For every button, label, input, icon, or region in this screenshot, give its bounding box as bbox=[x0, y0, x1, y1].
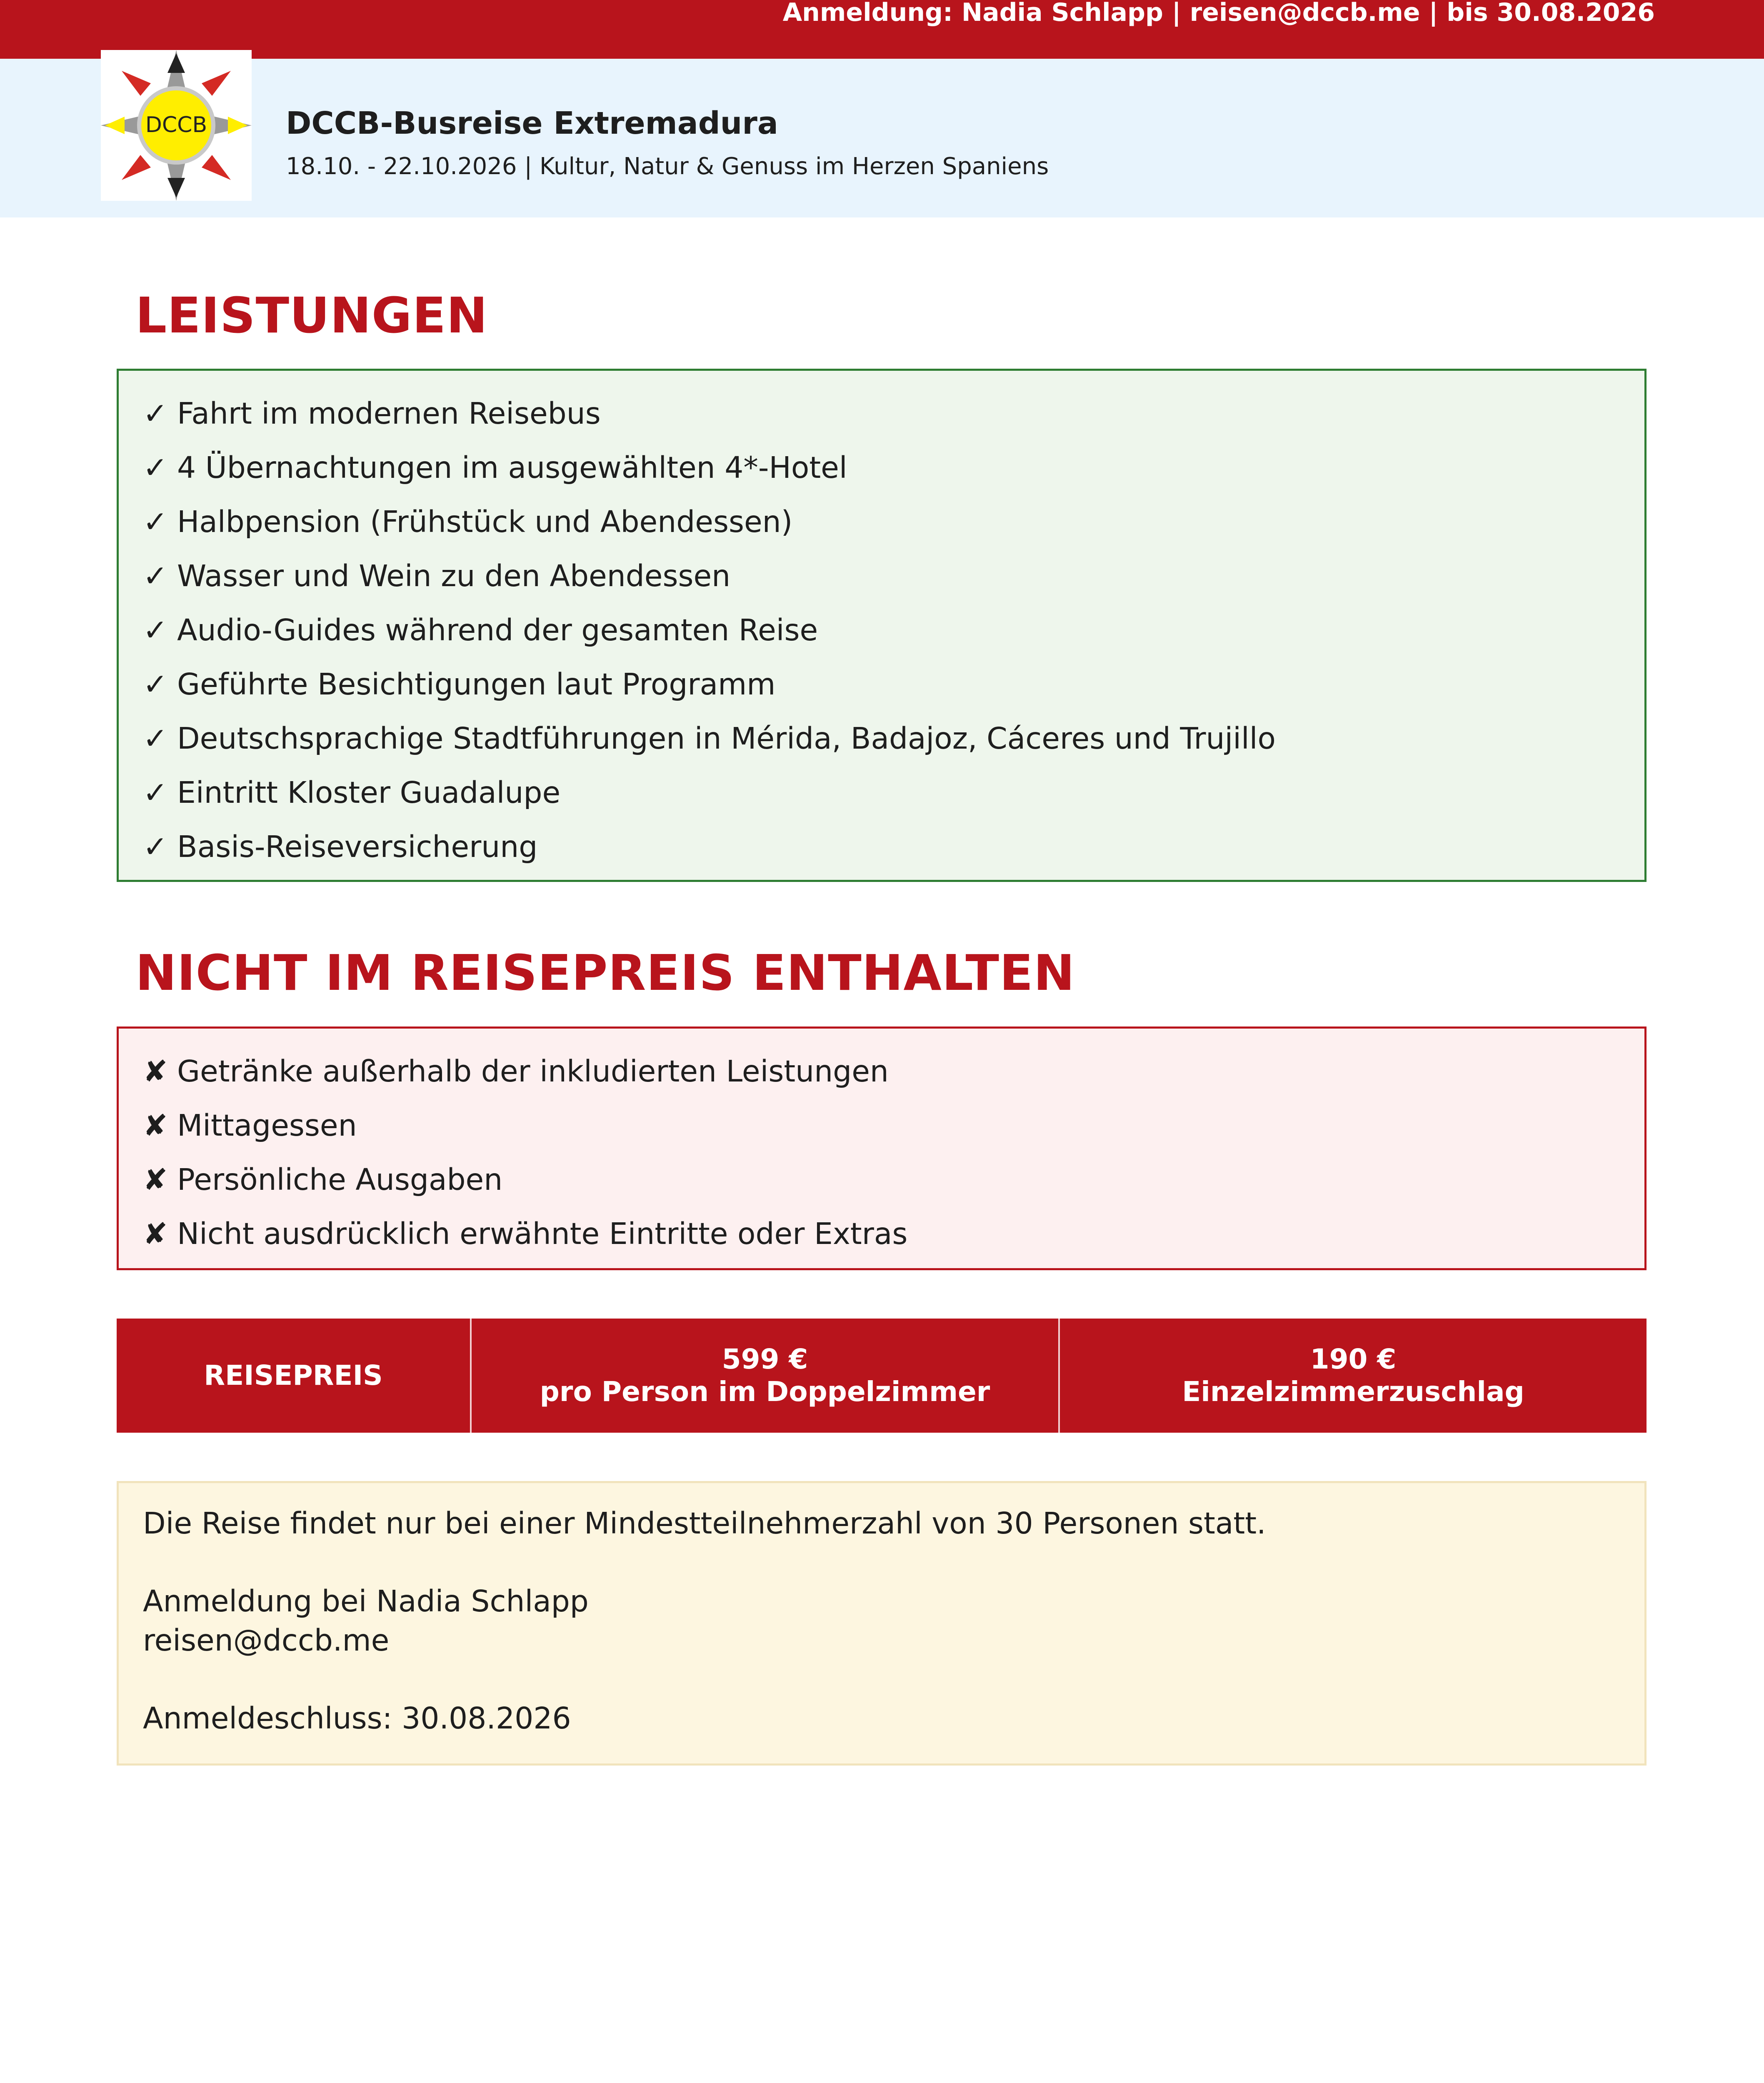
nicht-enthalten-box bbox=[117, 1027, 1647, 1270]
top-banner bbox=[0, 0, 1764, 59]
list-item-text: Mittagessen bbox=[177, 1108, 357, 1143]
cross-icon: ✘ bbox=[143, 1108, 168, 1143]
list-item-text: Deutschsprachige Stadtführungen in Mérida, Badajoz, Cáceres und Trujillo bbox=[177, 721, 1276, 756]
check-icon: ✓ bbox=[143, 721, 168, 756]
check-icon: ✓ bbox=[143, 775, 168, 810]
list-item bbox=[143, 1207, 907, 1261]
list-item bbox=[143, 820, 1276, 874]
list-item bbox=[143, 495, 1276, 549]
list-item-text: Nicht ausdrücklich erwähnte Eintritte oder Extras bbox=[177, 1216, 908, 1251]
leistungen-box bbox=[117, 369, 1647, 882]
price-label: REISEPREIS bbox=[204, 1359, 383, 1391]
page-subtitle: 18.10. - 22.10.2026 | Kultur, Natur & Genuss im Herzen Spaniens bbox=[286, 153, 1049, 180]
check-icon: ✓ bbox=[143, 667, 168, 702]
registration-banner-text: Anmeldung: Nadia Schlapp | reisen@dccb.me | bis 30.08.2026 bbox=[782, 0, 1655, 27]
check-icon: ✓ bbox=[143, 829, 168, 864]
double-room-price: 599 € bbox=[722, 1343, 808, 1375]
price-label-cell bbox=[117, 1319, 470, 1433]
list-item bbox=[143, 1153, 907, 1207]
registration-email: reisen@dccb.me bbox=[143, 1623, 390, 1658]
info-box bbox=[117, 1481, 1647, 1766]
list-item bbox=[143, 1099, 907, 1153]
list-item-text: Wasser und Wein zu den Abendessen bbox=[177, 559, 731, 593]
list-item-text: Getränke außerhalb der inkludierten Leistungen bbox=[177, 1054, 889, 1089]
nicht-enthalten-list bbox=[143, 1044, 907, 1261]
leistungen-list bbox=[143, 387, 1276, 874]
check-icon: ✓ bbox=[143, 505, 168, 539]
single-supplement-cell bbox=[1058, 1319, 1647, 1433]
page-title: DCCB-Busreise Extremadura bbox=[286, 105, 778, 141]
registration-deadline: Anmeldeschluss: 30.08.2026 bbox=[143, 1701, 571, 1736]
list-item-text: Audio-Guides während der gesamten Reise bbox=[177, 613, 818, 647]
header bbox=[0, 59, 1764, 217]
cross-icon: ✘ bbox=[143, 1054, 168, 1089]
dccb-logo bbox=[101, 50, 252, 201]
registration-contact: Anmeldung bei Nadia Schlapp bbox=[143, 1584, 589, 1618]
single-supplement-price: 190 € bbox=[1310, 1343, 1397, 1375]
check-icon: ✓ bbox=[143, 559, 168, 593]
list-item bbox=[143, 441, 1276, 495]
cross-icon: ✘ bbox=[143, 1216, 168, 1251]
double-room-cell bbox=[470, 1319, 1058, 1433]
list-item-text: Halbpension (Frühstück und Abendessen) bbox=[177, 505, 793, 539]
list-item-text: Eintritt Kloster Guadalupe bbox=[177, 775, 561, 810]
double-room-text: pro Person im Doppelzimmer bbox=[540, 1376, 990, 1408]
list-item bbox=[143, 657, 1276, 712]
check-icon: ✓ bbox=[143, 613, 168, 647]
check-icon: ✓ bbox=[143, 396, 168, 431]
price-bar bbox=[117, 1319, 1647, 1433]
list-item bbox=[143, 387, 1276, 441]
svg-text:DCCB: DCCB bbox=[145, 112, 207, 137]
nicht-enthalten-heading: NICHT IM REISEPREIS ENTHALTEN bbox=[135, 944, 1075, 1002]
list-item bbox=[143, 1044, 907, 1099]
list-item bbox=[143, 766, 1276, 820]
list-item bbox=[143, 603, 1276, 657]
list-item-text: Persönliche Ausgaben bbox=[177, 1162, 503, 1197]
list-item-text: 4 Übernachtungen im ausgewählten 4*-Hotel bbox=[177, 450, 847, 485]
list-item bbox=[143, 712, 1276, 766]
min-participants-note: Die Reise findet nur bei einer Mindestteilnehmerzahl von 30 Personen statt. bbox=[143, 1506, 1266, 1541]
single-supplement-text: Einzelzimmerzuschlag bbox=[1182, 1376, 1524, 1408]
cross-icon: ✘ bbox=[143, 1162, 168, 1197]
list-item-text: Basis-Reiseversicherung bbox=[177, 829, 538, 864]
list-item bbox=[143, 549, 1276, 603]
leistungen-heading: LEISTUNGEN bbox=[135, 287, 488, 344]
check-icon: ✓ bbox=[143, 450, 168, 485]
list-item-text: Fahrt im modernen Reisebus bbox=[177, 396, 601, 431]
list-item-text: Geführte Besichtigungen laut Programm bbox=[177, 667, 776, 702]
